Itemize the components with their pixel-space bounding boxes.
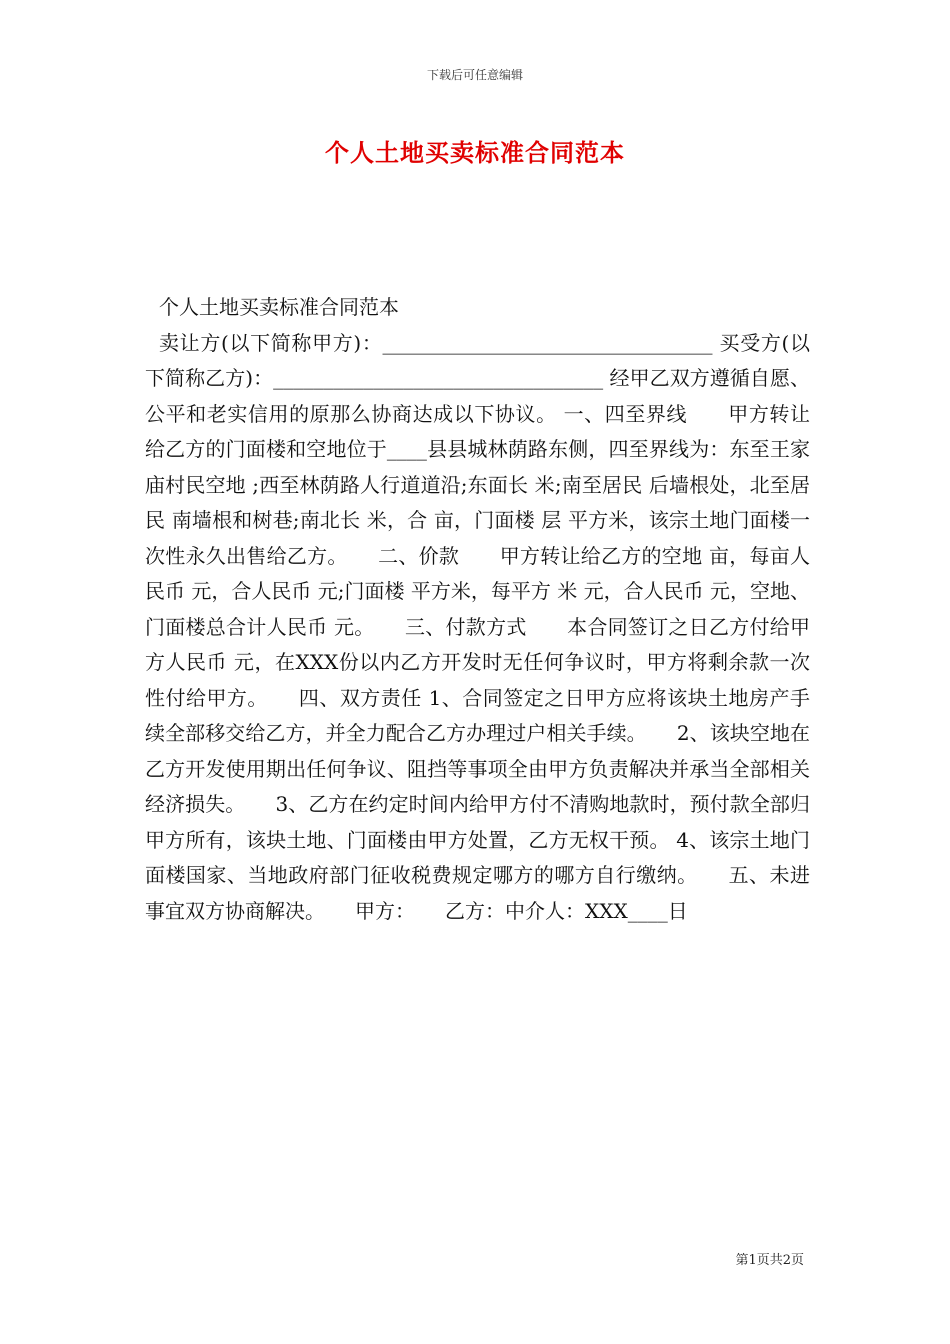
document-title: 个人土地买卖标准合同范本 (325, 138, 625, 167)
header-note: 下载后可任意编辑 (426, 68, 523, 82)
contract-body-text: 卖让方(以下简称甲方)：_________________________________ 买受方(以下简称乙方)：_________________________________ 经甲乙双方遵循自愿、公平和老实信用的原那么协商达成以下协议。 一、四至界线 甲方转让给乙方的门面楼和空地位于____县县城林荫路东侧，四至界线为：东至王家庙村民空地 ;西至林荫路人行道道沿;东面长 米;南至居民 后墙根处，北至居民 南墙根和树巷;南北长 米，合 亩，门面楼 层 平方米，该宗土地门面楼一次性永久出售给乙方。 二、价款 甲方转让给乙方的空地 亩，每亩人民币 元，合人民币 元;门面楼 平方米，每平方 米 元，合人民币 元，空地、门面楼总合计人民币 元。 三、付款方式 本合同签订之日乙方付给甲方人民币 元，在XXX份以内乙方开发时无任何争议时，甲方将剩余款一次性付给甲方。 四、双方责任 1、合同签定之日甲方应将该块土地房产手续全部移交给乙方，并全力配合乙方办理过户相关手续。 2、该块空地在乙方开发使用期出任何争议、阻挡等事项全由甲方负责解决并承当全部相关经济损失。 3、乙方在约定时间内给甲方付不清购地款时，预付款全部归甲方所有，该块土地、门面楼由甲方处置，乙方无权干预。 4、该宗土地门面楼国家、当地政府部门征收税费规定哪方的哪方自行缴纳。 五、未进事宜双方协商解决。 甲方： 乙方：中介人：XXX____日 (145, 330, 810, 923)
page-number: 第1页共2页 (735, 1253, 804, 1268)
document-subtitle: 个人土地买卖标准合同范本 (159, 295, 399, 319)
document-body (145, 290, 810, 929)
